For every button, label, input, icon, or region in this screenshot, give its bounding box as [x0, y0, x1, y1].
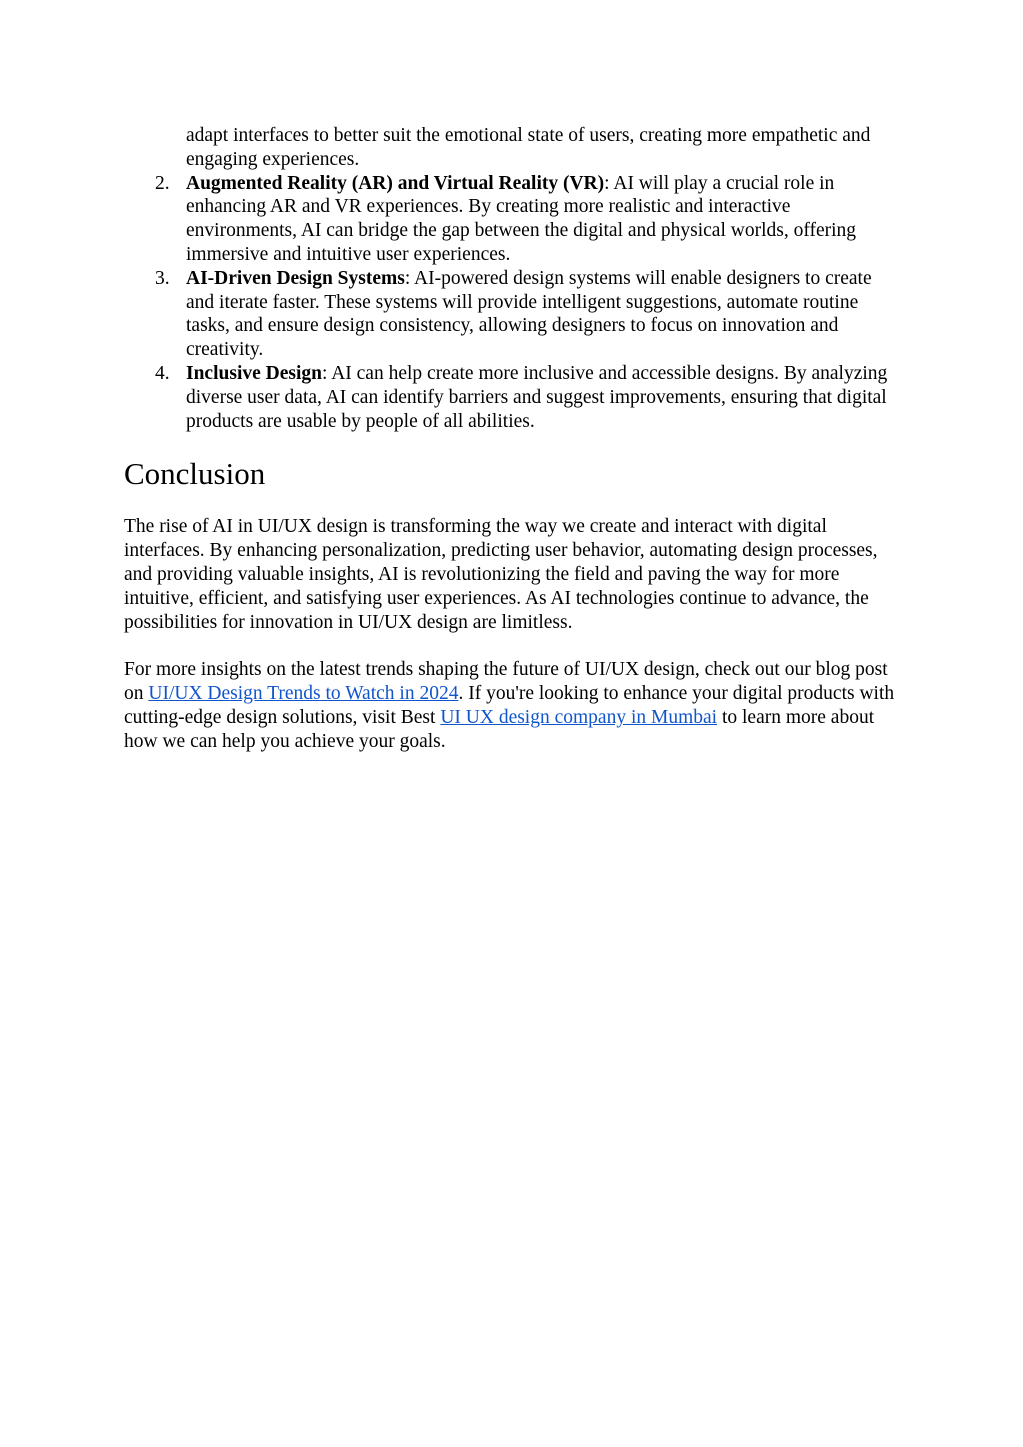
paragraph-text: . If you're looking to enhance your digital products with cutting-edge design solutions, visit Best [124, 683, 895, 728]
list-item-continuation: adapt interfaces to better suit the emotional state of users, creating more empathetic and engaging experiences. [186, 125, 871, 170]
list-number: 4. [155, 362, 170, 384]
list-item-design-systems [124, 267, 899, 362]
list-item-text: : AI can help create more inclusive and accessible designs. By analyzing diverse user data, AI can identify barriers and suggest improvements, ensuring that digital products are usable by people of all abilities. [186, 362, 888, 432]
list-item-inclusive-design [124, 362, 899, 433]
list-number: 2. [155, 172, 170, 194]
list-item-text: : AI will play a crucial role in enhancing AR and VR experiences. By creating more realistic and interactive environments, AI can bridge the gap between the digital and physical worlds, offering immersive and intuitive user experiences. [186, 172, 857, 265]
list-item-text: : AI-powered design systems will enable designers to create and iterate faster. These systems will provide intelligent suggestions, automate routine tasks, and ensure design consistency, allowing designers to focus on innovation and creativity. [186, 267, 872, 361]
paragraph-text: to learn more about how we can help you achieve your goals. [124, 706, 875, 752]
list-item-term: Augmented Reality (AR) and Virtual Reality (VR) [186, 172, 605, 194]
list-item-term: Inclusive Design [186, 362, 322, 384]
conclusion-paragraph: The rise of AI in UI/UX design is transforming the way we create and interact with digital interfaces. By enhancing personalization, predicting user behavior, automating design processes, and providing valuable insights, AI is revolutionizing the field and paving the way for more intuitive, efficient, and satisfying user experiences. As AI technologies continue to advance, the possibilities for innovation in UI/UX design are limitless. [124, 516, 878, 633]
list-number: 3. [155, 267, 170, 289]
list-item-ar-vr [124, 172, 899, 267]
future-trends-list [124, 172, 899, 434]
document-content [124, 124, 899, 754]
list-item-term: AI-Driven Design Systems [186, 267, 405, 289]
more-insights-paragraph [124, 658, 899, 753]
conclusion-heading: Conclusion [124, 456, 266, 492]
design-trends-link[interactable]: UI/UX Design Trends to Watch in 2024 [148, 683, 459, 705]
paragraph-text: For more insights on the latest trends shaping the future of UI/UX design, check out our blog post on [124, 659, 888, 705]
design-company-link[interactable]: UI UX design company in Mumbai [440, 706, 718, 728]
